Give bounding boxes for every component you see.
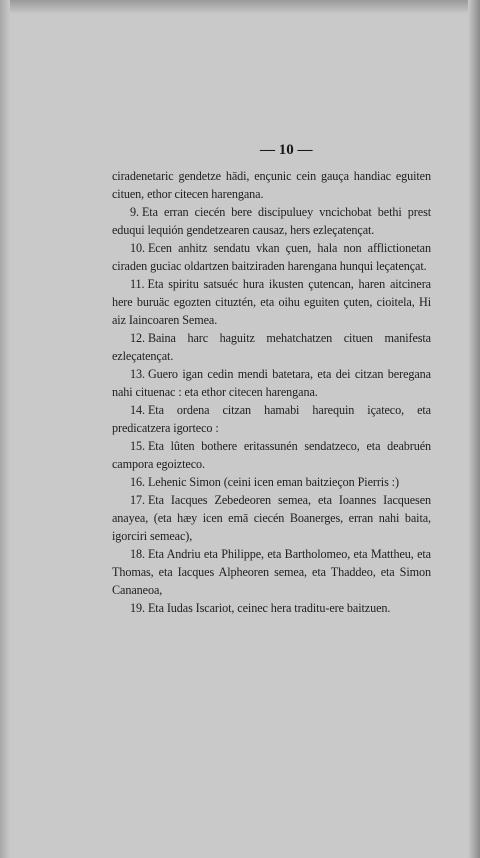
verse-text: Lehenic Simon (ceini icen eman baitzieçon Pierris :) — [147, 475, 399, 489]
verse-text: Eta ordena citzan hamabi harequin içateco, eta predicatzera igorteco : — [112, 403, 431, 435]
verse-number: 12. — [130, 331, 145, 345]
verse-13 — [112, 365, 431, 401]
verse-15 — [112, 437, 431, 473]
verse-number: 19. — [130, 601, 145, 615]
verse-number: 9. — [130, 205, 139, 219]
verse-text-block — [112, 167, 431, 617]
verse-continuation — [112, 167, 431, 203]
verse-text: Guero igan cedin mendi batetara, eta dei citzan beregana nahi cituenac : eta ethor citecen harengana. — [112, 367, 431, 399]
scan-edge-top — [0, 0, 480, 14]
verse-number: 18. — [130, 547, 145, 561]
verse-number: 11. — [130, 277, 145, 291]
verse-18 — [112, 545, 431, 599]
verse-17 — [112, 491, 431, 545]
verse-text: Eta spiritu satsuéc hura ikusten çutencan, haren aitcinera here buruäc egozten cituztén, eta oihu eguiten çuten, cioitela, Hi aiz Iaincoaren Semea. — [112, 277, 431, 327]
verse-text: Eta Iacques Zebedeoren semea, eta Ioannes Iacquesen anayea, (eta hæy icen emā ciecén Boanerges, erran nahi baita, igorciri semeac), — [112, 493, 431, 543]
verse-10 — [112, 239, 431, 275]
verse-text: Eta Andriu eta Philippe, eta Bartholomeo, eta Mattheu, eta Thomas, eta Iacques Alpheoren semea, eta Thaddeo, eta Simon Cananeoa, — [112, 547, 431, 597]
scan-edge-left — [0, 0, 10, 858]
verse-19 — [112, 599, 431, 617]
verse-number: 10. — [130, 241, 145, 255]
verse-16 — [112, 473, 431, 491]
verse-number: 15. — [130, 439, 145, 453]
verse-text: ciradenetaric gendetze hādi, ençunic cein gauça handiac eguiten cituen, ethor citecen harengana. — [112, 169, 431, 201]
verse-number: 13. — [130, 367, 145, 381]
verse-12 — [112, 329, 431, 365]
verse-11 — [112, 275, 431, 329]
scan-edge-right — [468, 0, 480, 858]
verse-text: Eta erran ciecén bere discipuluey vncichobat bethi prest eduqui lequión gendetzearen causaz, hers ezleçatençat. — [112, 205, 431, 237]
verse-number: 16. — [130, 475, 145, 489]
verse-text: Baina harc haguitz mehatchatzen cituen manifesta ezleçatençat. — [112, 331, 431, 363]
verse-text: Eta lûten bothere eritassunén sendatzeco, eta deabruén campora egoizteco. — [112, 439, 431, 471]
verse-number: 17. — [130, 493, 145, 507]
page-number: — 10 — — [260, 142, 313, 158]
verse-text: Ecen anhitz sendatu vkan çuen, hala non afflictionetan ciraden guciac oldartzen baitziraden harengana hunqui leçatençat. — [112, 241, 431, 273]
verse-number: 14. — [130, 403, 145, 417]
verse-text: Eta Iudas Iscariot, ceinec hera traditu-ere baitzuen. — [147, 601, 391, 615]
verse-9 — [112, 203, 431, 239]
verse-14 — [112, 401, 431, 437]
